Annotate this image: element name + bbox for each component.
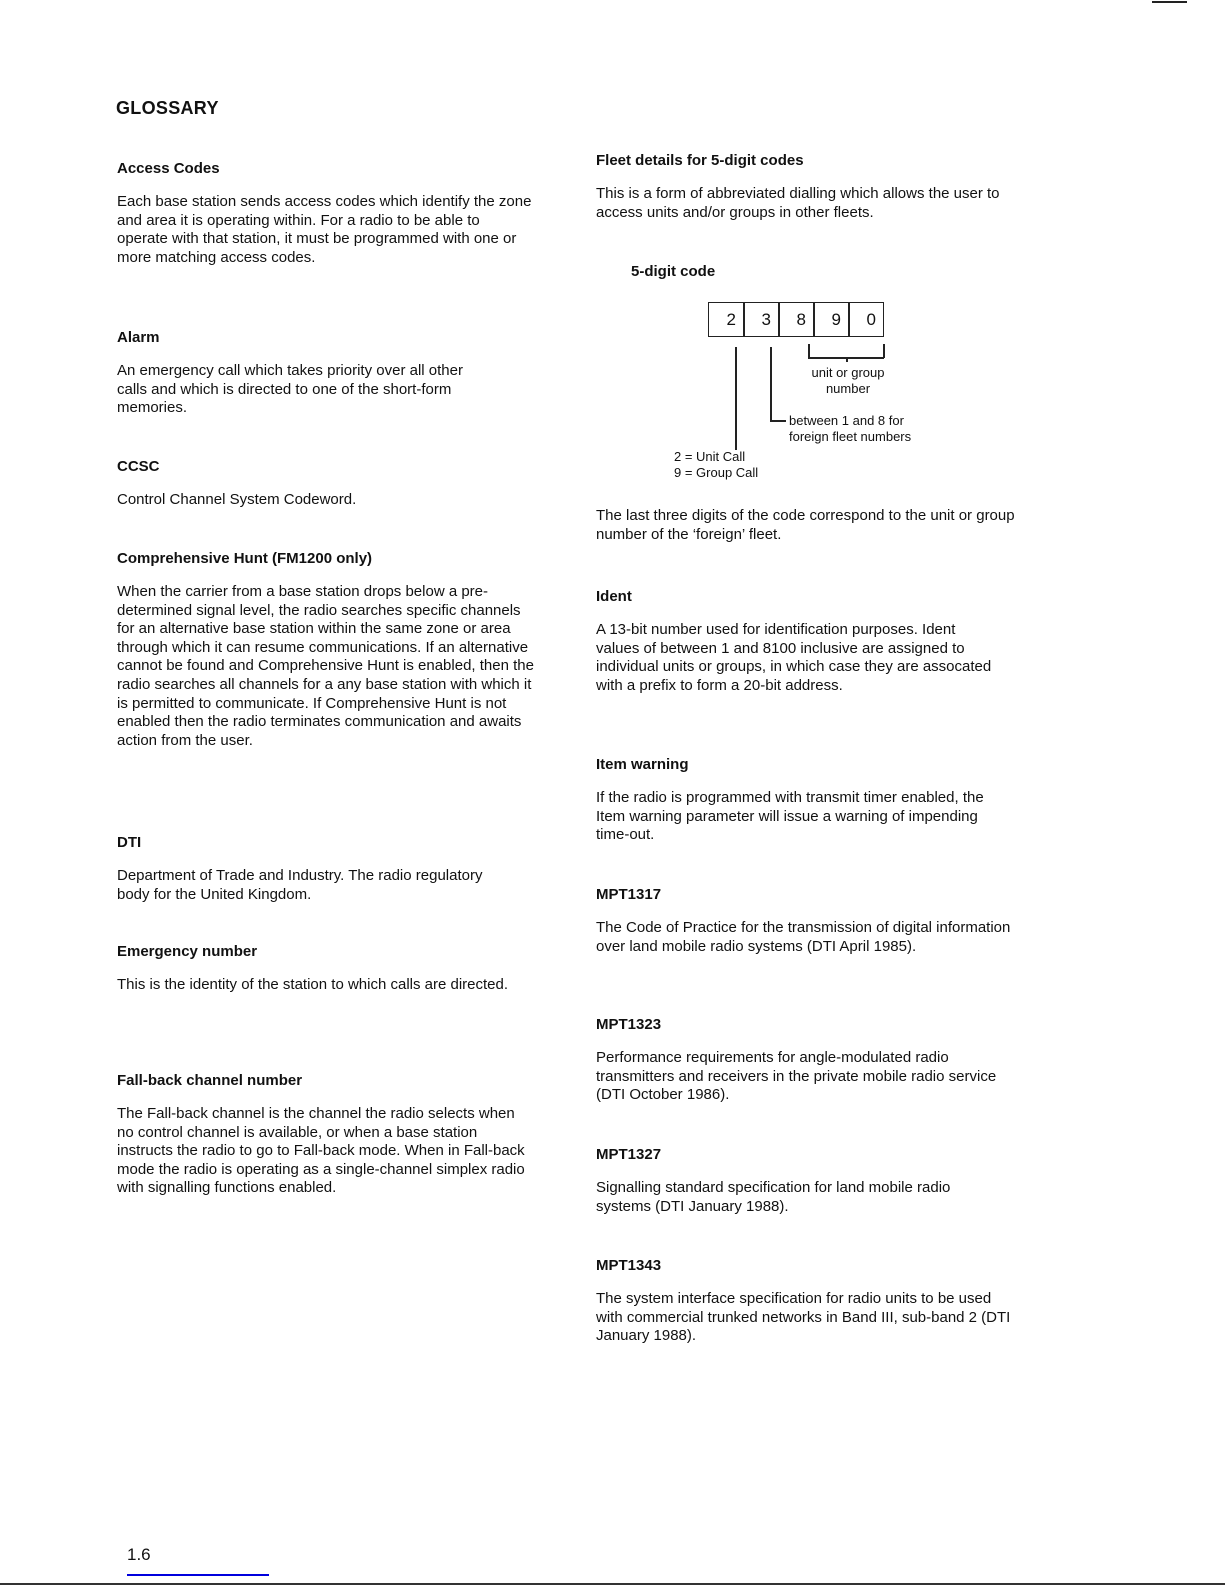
digit-box: 8 bbox=[778, 302, 814, 337]
entry-definition: Signalling standard specification for land mobile radio systems (DTI January 1988). bbox=[596, 1179, 951, 1215]
entry-definition: If the radio is programmed with transmit timer enabled, the Item warning parameter will issue a warning of impending time-out. bbox=[596, 789, 984, 844]
digit-boxes bbox=[709, 302, 884, 337]
entry-term: DTI bbox=[117, 834, 142, 851]
glossary-entry-item-warning bbox=[596, 755, 1036, 845]
bracket-left bbox=[808, 344, 810, 358]
glossary-entry-comprehensive-hunt bbox=[117, 549, 557, 750]
glossary-entry-access-codes bbox=[117, 159, 557, 267]
digit-box: 0 bbox=[848, 302, 884, 337]
glossary-entry-mpt1327 bbox=[596, 1145, 1036, 1216]
glossary-entry-dti bbox=[117, 833, 557, 904]
entry-definition: Control Channel System Codeword. bbox=[117, 491, 357, 508]
entry-definition: Performance requirements for angle-modulated radio transmitters and receivers in the private mobile radio service (DTI October 1986). bbox=[596, 1049, 997, 1104]
label-line: between 1 and 8 for bbox=[789, 413, 904, 428]
entry-definition: The Fall-back channel is the channel the radio selects when no control channel is available, or when a base station instructs the radio to go to Fall-back mode. When in Fall-back mode the radio is operating as a single-channel simplex radio with signalling functions enabled. bbox=[117, 1105, 525, 1197]
entry-term: Fleet details for 5-digit codes bbox=[596, 152, 804, 169]
glossary-entry-mpt1343 bbox=[596, 1256, 1036, 1346]
bracket-right bbox=[883, 344, 885, 358]
five-digit-code-diagram bbox=[656, 299, 986, 489]
entry-definition: A 13-bit number used for identification purposes. Ident values of between 1 and 8100 inclusive are assigned to individual units or groups, in which case they are assocated with a prefix to form a 20-bit address. bbox=[596, 621, 992, 694]
digit-box: 2 bbox=[708, 302, 744, 337]
entry-term: Comprehensive Hunt (FM1200 only) bbox=[117, 550, 373, 567]
digit-box: 3 bbox=[743, 302, 779, 337]
label-unit-or-group bbox=[793, 365, 903, 397]
connector-tick-fleet bbox=[770, 420, 786, 422]
entry-term: MPT1323 bbox=[596, 1016, 662, 1033]
glossary-entry-emergency-number bbox=[117, 942, 557, 995]
page-title: GLOSSARY bbox=[116, 98, 219, 118]
entry-definition: When the carrier from a base station drops below a pre-determined signal level, the radio searches specific channels for an alternative base station within the same zone or area through which it can resume communications. If an alternative cannot be found and Comprehensive Hunt is enabled, then the radio searches all channels for a any base station with which it is permitted to communicate. If Comprehensive Hunt is not enabled then the radio terminates communication and awaits action from the user. bbox=[117, 583, 534, 749]
entry-definition: Department of Trade and Industry. The radio regulatory body for the United Kingdom. bbox=[117, 867, 483, 903]
glossary-entry-fleet-details bbox=[596, 151, 1036, 551]
glossary-entry-ccsc bbox=[117, 457, 557, 510]
entry-term: Access Codes bbox=[117, 160, 220, 177]
glossary-entry-fall-back-channel bbox=[117, 1071, 557, 1198]
entry-term: Item warning bbox=[596, 756, 689, 773]
entry-definition: The Code of Practice for the transmission of digital information over land mobile radio systems (DTI April 1985). bbox=[596, 919, 1011, 955]
label-line: 9 = Group Call bbox=[674, 465, 759, 480]
entry-term: MPT1343 bbox=[596, 1257, 662, 1274]
entry-definition: An emergency call which takes priority over all other calls and which is directed to one of the short-form memories. bbox=[117, 362, 463, 417]
link-underline[interactable] bbox=[127, 1574, 269, 1576]
connector-line-fleet bbox=[770, 347, 772, 421]
corner-scan-mark bbox=[1152, 1, 1187, 3]
glossary-entry-alarm bbox=[117, 328, 557, 418]
glossary-entry-ident bbox=[596, 587, 1036, 695]
label-line: unit or group bbox=[811, 365, 885, 380]
digit-box: 9 bbox=[813, 302, 849, 337]
label-line: foreign fleet numbers bbox=[789, 429, 912, 444]
entry-definition: The system interface specification for radio units to be used with commercial trunked networks in Band III, sub-band 2 (DTI January 1988). bbox=[596, 1290, 1011, 1345]
entry-term: Ident bbox=[596, 588, 632, 605]
entry-definition: Each base station sends access codes which identify the zone and area it is operating within. For a radio to be able to operate with that station, it must be programmed with one or more matching access codes. bbox=[117, 193, 532, 266]
label-line: 2 = Unit Call bbox=[674, 449, 746, 464]
entry-term: Alarm bbox=[117, 329, 160, 346]
glossary-entry-mpt1317 bbox=[596, 885, 1036, 956]
entry-term: CCSC bbox=[117, 458, 160, 475]
label-fleet-number bbox=[789, 413, 911, 445]
bracket-tick bbox=[846, 357, 848, 362]
entry-term: Emergency number bbox=[117, 943, 258, 960]
connector-line-call bbox=[735, 347, 737, 450]
entry-term: MPT1317 bbox=[596, 886, 662, 903]
entry-definition: This is the identity of the station to which calls are directed. bbox=[117, 976, 509, 993]
entry-term: Fall-back channel number bbox=[117, 1072, 303, 1089]
diagram-subheading: 5-digit code bbox=[631, 263, 716, 280]
entry-definition: This is a form of abbreviated dialling which allows the user to access units and/or groups in other fleets. bbox=[596, 185, 1000, 221]
fleet-after-text: The last three digits of the code correspond to the unit or group number of the ‘foreign’ fleet. bbox=[596, 507, 1015, 543]
page-number: 1.6 bbox=[127, 1545, 151, 1564]
label-line: number bbox=[825, 381, 871, 396]
glossary-entry-mpt1323 bbox=[596, 1015, 1036, 1105]
entry-term: MPT1327 bbox=[596, 1146, 662, 1163]
label-call-type bbox=[674, 449, 758, 481]
